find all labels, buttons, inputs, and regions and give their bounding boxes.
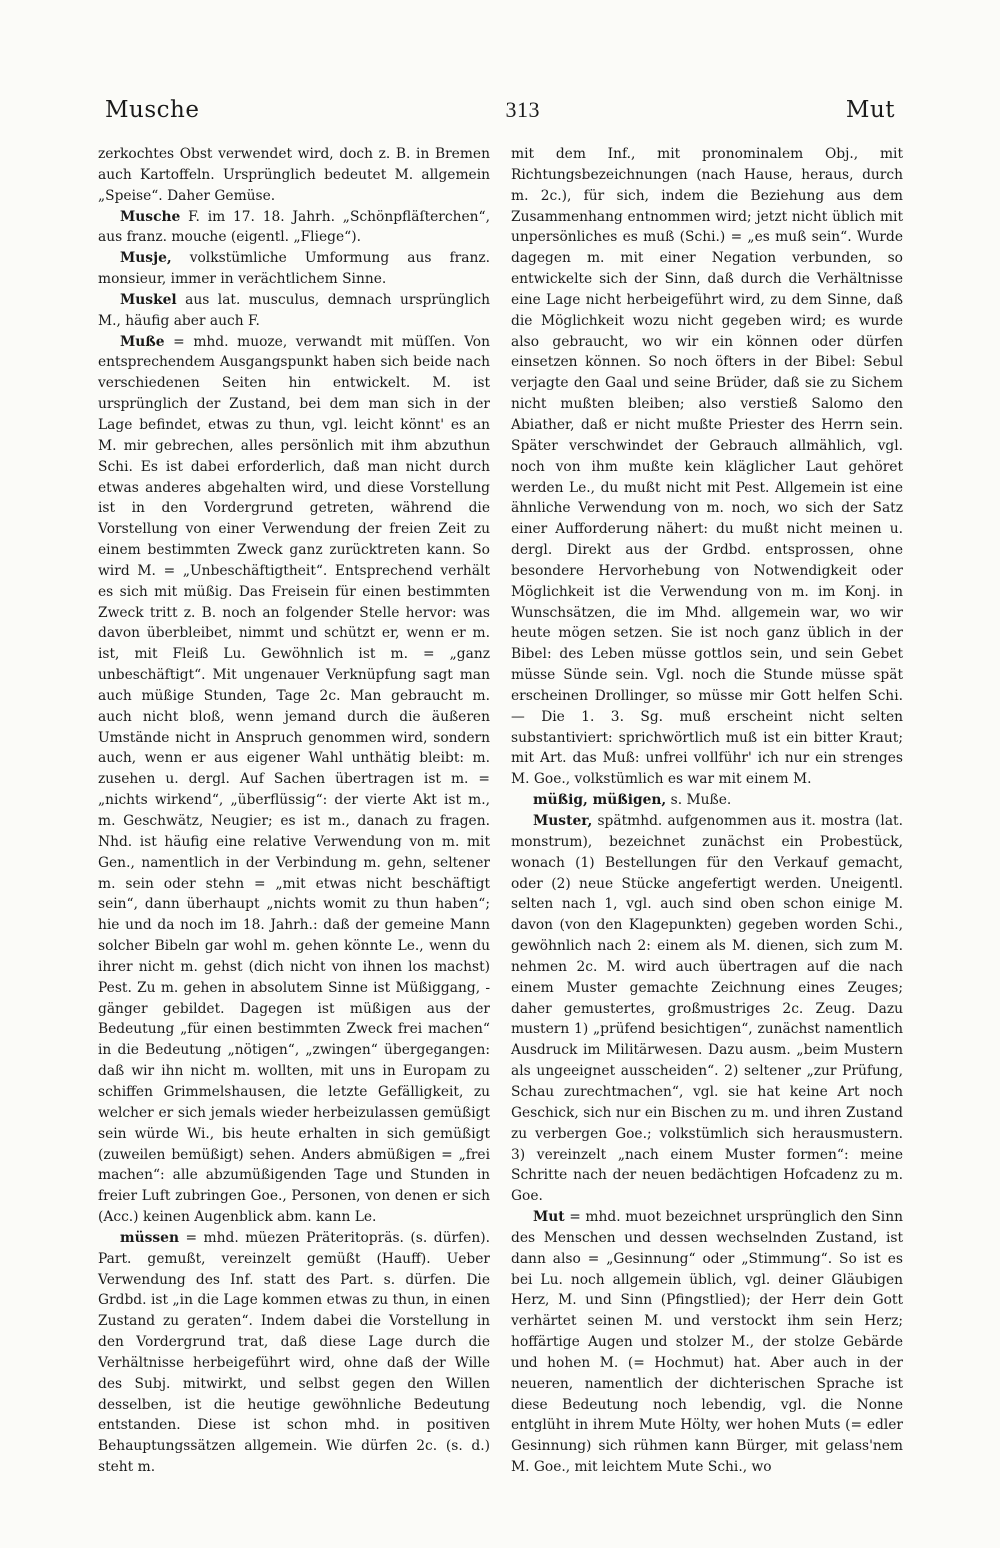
entry-headword: Musje, [120, 250, 172, 267]
dictionary-entry [98, 290, 490, 332]
dictionary-entry [511, 790, 903, 811]
entry-continuation [511, 144, 903, 790]
right-column [511, 144, 903, 1478]
header-right-word: Mut [845, 97, 895, 123]
dictionary-entry [511, 1207, 903, 1478]
entry-headword: Muskel [120, 291, 177, 308]
entry-text: zerkochtes Obst verwendet wird, doch z. B. in Bremen auch Kartoffeln. Ursprünglich bedeutet M. allgemein „Speise“. Daher Gemüse. [98, 146, 490, 204]
entry-text: volkstümliche Umformung aus franz. monsieur, immer in verächtlichem Sinne. [98, 250, 490, 288]
entry-headword: müßig, müßigen, [533, 792, 667, 809]
header-left-word: Musche [105, 97, 200, 123]
dictionary-entry [98, 248, 490, 290]
entry-text: = mhd. müezen Präteritopräs. (s. dürfen). Part. gemußt, vereinzelt gemüßt (Hauff). Ueber Verwendung des Inf. statt des Part. s. dürfen. Die Grdbd. ist „in die Lage kommen etwas zu thun, in einen Zustand zu geraten“. Indem dabei die Vorstellung in den Vordergrund trat, daß diese Lage durch die Verhältnisse herbeigeführt wird, ohne daß der Wille des Subj. mitwirkt, und selbst gegen den Willen desselben, ist die heutige gewöhnliche Bedeutung entstanden. Diese ist schon mhd. in positiven Behauptungssätzen allgemein. Wie dürfen 2c. (s. d.) steht m. [98, 1229, 490, 1476]
dictionary-entry [98, 332, 490, 1228]
dictionary-entry [98, 1228, 490, 1478]
entry-headword: Mut [533, 1209, 565, 1226]
entry-text: aus lat. musculus, demnach ursprünglich M., häufig aber auch F. [98, 291, 490, 329]
entry-headword: Musche [120, 208, 181, 225]
dictionary-entry [511, 811, 903, 1207]
entry-text: = mhd. muoze, verwandt mit müſſen. Von entsprechendem Ausgangspunkt haben sich beide nach verschiedenen Seiten hin entwickelt. M. ist ursprünglich der Zustand, bei dem man sich in der Lage befindet, etwas zu thun, vgl. leicht könnt' es an M. mir gebrechen, alles persönlich mit ihm abzuthun Schi. Es ist dabei erforderlich, daß man nicht durch etwas anderes abgehalten wird, und diese Vorstellung ist in den Vordergrund getreten, während die Vorstellung von einer Verwendung der freien Zeit zu einem bestimmten Zweck ganz zurücktreten kann. So wird M. = „Unbeschäftigtheit“. Entsprechend verhält es sich mit müßig. Das Freisein für einen bestimmten Zweck tritt z. B. noch an folgender Stelle hervor: was davon überbleibet, nimmt und schützt er, wenn er m. ist, mit Fleiß Lu. Gewöhnlich ist m. = „ganz unbeschäftigt“. Mit ungenauer Verknüpfung sagt man auch müßige Stunden, Tage 2c. Man gebraucht m. auch nicht bloß, wenn jemand durch die äußeren Umstände nicht in Anspruch genommen wird, sondern auch, wenn er aus eigener Wahl unthätig bleibt: m. zusehen u. dergl. Auf Sachen übertragen ist m. = „nichts wirkend“, „überflüssig“: der vierte Akt ist m., m. Geschwätz, Neugier; es ist m., danach zu fragen. Nhd. ist häufig eine relative Verwendung von m. mit Gen., namentlich in der Verbindung m. gehn, seltener m. sein oder stehn = „mit etwas nicht beschäftigt sein“, dann überhaupt „nichts womit zu thun haben“; hie und da noch im 18. Jahrh.: daß der gemeine Mann solcher Bibeln gar wohl m. gehen könnte Le., wenn du ihrer nicht m. gehst (dich nicht von ihnen los machst) Pest. Zu m. gehen in absolutem Sinne ist Müßiggang, -gänger gebildet. Dagegen ist müßigen aus der Bedeutung „für einen bestimmten Zweck frei machen“ in die Bedeutung „nötigen“, „zwingen“ übergegangen: daß wir ihn nicht m. wollten, mit uns in Europam zu schiffen Grimmelshausen, die letzte Gefälligkeit, zu welcher er sich jemals wieder herbeizulassen gemüßigt sein würde Wi., bis heute erhalten in sich gemüßigt (zuweilen bemüßigt) sehen. Anders abmüßigen = „frei machen“: alle abzumüßigenden Tage und Stunden in freier Luft zubringen Goe., Personen, von denen er sich (Acc.) keinen Augenblick abm. kann Le. [98, 333, 490, 1226]
entry-headword: Muster, [533, 813, 593, 829]
entry-text: = mhd. muot bezeichnet ursprünglich den Sinn des Menschen und dessen wechselnden Zustand, ist dann also = „Gesinnung“ oder „Stimmung“. So ist es bei Lu. noch allgemein üblich, vgl. deiner Gläubigen Herz, M. und Sinn (Pfingstlied); der Herr dein Gott verhärtet seinen M. und verstockt ihm sein Herz; hoffärtige Augen und stolzer M., der stolze Gebärde und hohen M. (= Hochmut) hat. Aber auch in der neueren, namentlich der dichterischen Sprache ist diese Bedeutung noch lebendig, vgl. die Nonne entglüht in ihrem Mute Hölty, wer hohen Muts (= edler Gesinnung) sich rühmen kann Bürger, mit gelass'nem M. Goe., mit leichtem Mute Schi., wo [511, 1209, 903, 1476]
entry-text: F. im 17. 18. Jahrh. „Schönpfläſterchen“, aus franz. mouche (eigentl. „Fliege“). [98, 208, 490, 246]
entry-continuation [98, 144, 490, 207]
entry-headword: müssen [120, 1229, 179, 1246]
entry-text: s. Muße. [666, 792, 732, 809]
entry-headword: Muße [120, 333, 165, 350]
left-column [98, 144, 490, 1478]
entry-text: mit dem Inf., mit pronominalem Obj., mit Richtungsbezeichnungen (nach Hause, heraus, durch m. 2c.), für sich, indem die Beziehung aus dem Zusammenhang entnommen wird; jetzt nicht üblich mit unpersönliches es muß (Schi.) = „es muß sein“. Wurde dagegen m. mit einer Negation verbunden, so entwickelte sich der Sinn, daß durch die Verhältnisse eine Lage nicht herbeigeführt wird, zu dem Sinne, daß die Möglichkeit wozu nicht gegeben wird; es wurde also gebraucht, wo wir ein können oder dürfen einsetzen können. So noch öfters in der Bibel: Sebul verjagte den Gaal und seine Brüder, daß sie zu Sichem nicht mußten bleiben; also verstieß Salomo den Abiather, daß er nicht mußte Priester des Herrn sein. Später verschwindet der Gebrauch allmählich, vgl. noch von ihm mußte kein kläglicher Laut gehöret werden Le., du mußt nicht mit Pest. Allgemein ist eine ähnliche Verwendung von m. noch, wo sich der Satz einer Aufforderung nähert: du mußt nicht meinen u. dergl. Direkt aus der Grdbd. entsprossen, ohne besondere Hervorhebung von Notwendigkeit oder Möglichkeit ist die Verwendung von m. im Konj. in Wunschsätzen, die im Mhd. allgemein war, wo wir heute mögen setzen. Sie ist noch ganz üblich in der Bibel: des Leben müsse gottlos sein, und sein Gebet müsse Sünde sein. Vgl. noch die Stunde müsse spät erscheinen Drollinger, so müsse mir Gott helfen Schi. — Die 1. 3. Sg. muß erscheint nicht selten substantiviert: sprichwörtlich muß ist ein bitter Kraut; mit Art. das Muß: unfrei vollführ' ich nur ein strenges M. Goe., volkstümlich es war mit einem M. [511, 146, 903, 788]
page-number: 313 [505, 97, 540, 122]
page-header [105, 90, 895, 130]
dictionary-entry [98, 207, 490, 249]
entry-text: spätmhd. aufgenommen aus it. mostra (lat. monstrum), bezeichnet zunächst ein Probestück, wonach (1) Bestellungen für den Verkauf gemacht, oder (2) neue Stücke angefertigt werden. Uneigentl. selten nach 1, vgl. auch sind oben schon einige M. davon (von den Klagepunkten) gegeben worden Schi., gewöhnlich nach 2: einem als M. dienen, sich zum M. nehmen 2c. M. wird auch übertragen auf die nach einem Muster gemachte Zeichnung eines Zeuges; daher gemustertes, großmustriges 2c. Zeug. Dazu mustern 1) „prüfend besichtigen“, zunächst namentlich Ausdruck im Militärwesen. Dazu ausm. „beim Mustern als ungeeignet ausscheiden“. 2) seltener „zur Prüfung, Schau zurechtmachen“, vgl. sie hat keine Art noch Geschick, sich nur ein Bischen zu m. und ihren Zustand zu verbergen Goe.; volkstümlich sich herausmustern. 3) vereinzelt „nach einem Muster formen“: meine Schritte nach der neuen bedächtigen Hofcadenz zu m. Goe. [511, 813, 903, 1205]
